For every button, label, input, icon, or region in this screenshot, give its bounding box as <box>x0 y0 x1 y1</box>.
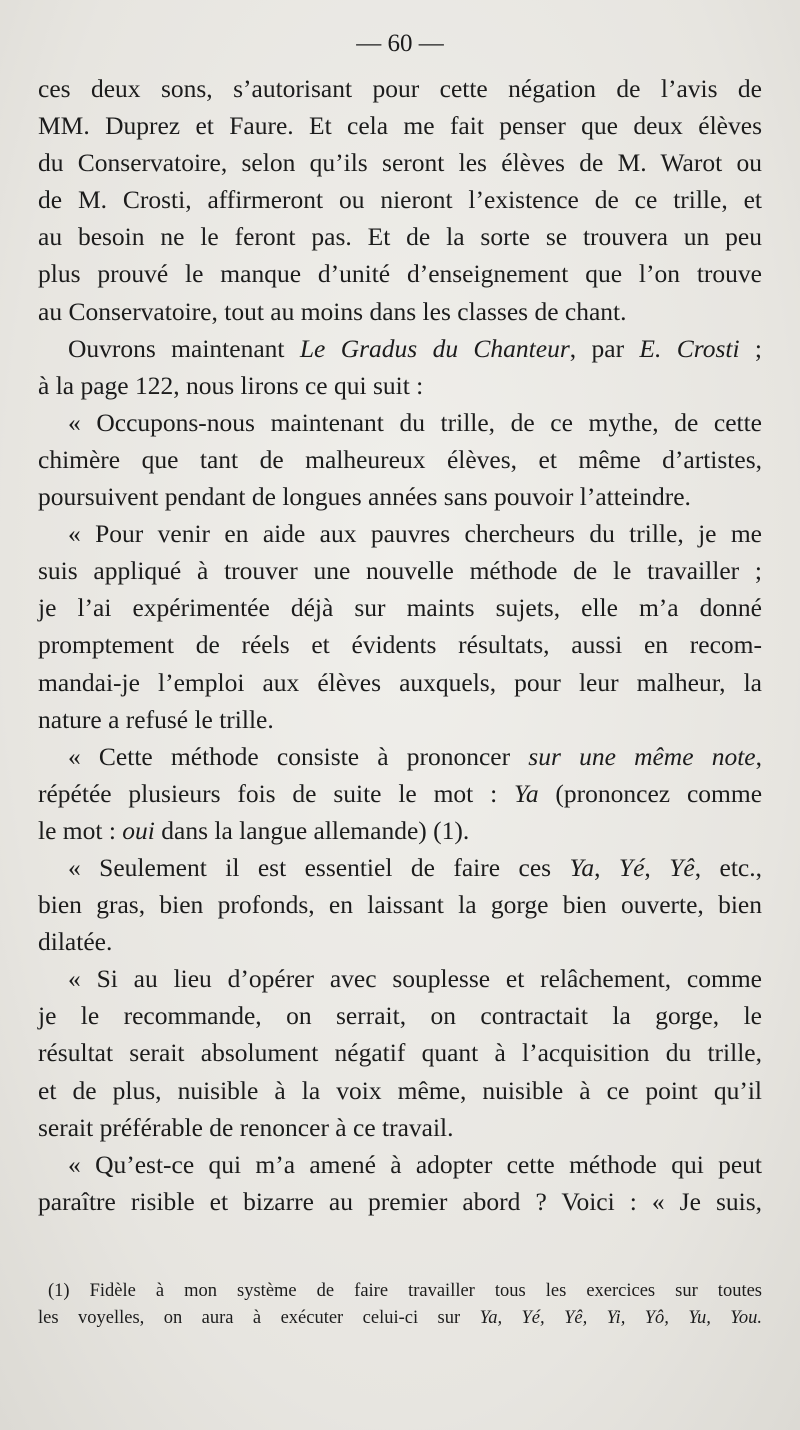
text-span: ; <box>739 333 763 363</box>
text-span: « Cette méthode consiste à prononcer <box>68 741 529 771</box>
text-span: dans la langue allemande) (1). <box>154 815 470 845</box>
text-line: suis appliqué à trouver une nouvelle méthode de le travailler ; <box>38 556 762 586</box>
text-line: au Conservatoire, tout au moins dans les classes de chant. <box>38 296 627 326</box>
text-line: « Si au lieu d’opérer avec souplesse et relâchement, comme <box>68 964 762 994</box>
text-span: , etc., <box>694 852 762 882</box>
footnote <box>38 1278 762 1332</box>
text-line: résultat serait absolument négatif quant à l’acquisition du trille, <box>38 1038 762 1068</box>
text-span: , <box>644 852 670 882</box>
text-line: MM. Duprez et Faure. Et cela me fait penser que deux élèves <box>38 111 762 141</box>
text-span: « Seulement il est essentiel de faire ces <box>68 852 570 882</box>
text-line: dilatée. <box>38 927 113 957</box>
text-line: au besoin ne le feront pas. Et de la sorte se trouvera un peu <box>38 222 762 252</box>
text-span: (prononcez comme <box>538 778 763 808</box>
page-number: — 60 — <box>356 30 444 57</box>
text-span: les voyelles, on aura à exécuter celui-ci sur <box>38 1308 480 1328</box>
text-line: paraître risible et bizarre au premier abord ? Voici : « Je suis, <box>38 1186 762 1216</box>
text-span: le mot : <box>38 815 123 845</box>
text-span: répétée plusieurs fois de suite le mot : <box>38 778 514 808</box>
text-line <box>38 849 762 886</box>
text-line: poursuivent pendant de longues années sans pouvoir l’atteindre. <box>38 482 691 512</box>
text-line: je l’ai expérimentée déjà sur maints sujets, elle m’a donné <box>38 593 762 623</box>
footnote-line <box>38 1278 762 1305</box>
italic-span: oui <box>122 815 155 845</box>
text-line: « Occupons-nous maintenant du trille, de ce mythe, de cette <box>68 407 762 437</box>
italic-span: sur une même note <box>528 741 756 771</box>
text-line: à la page 122, nous lirons ce qui suit : <box>38 370 424 400</box>
text-span: Ouvrons maintenant <box>68 333 300 363</box>
text-line: chimère que tant de malheureux élèves, et même d’artistes, <box>38 444 762 474</box>
text-line <box>38 812 762 849</box>
italic-span: Ya <box>569 852 595 882</box>
text-line: promptement de réels et évidents résultats, aussi en recom- <box>38 630 762 660</box>
italic-span: Le Gradus du Chanteur <box>299 333 570 363</box>
text-line <box>38 775 762 812</box>
text-line: plus prouvé le manque d’unité d’enseignement que l’on trouve <box>38 259 762 289</box>
text-span: , <box>755 741 762 771</box>
text-line: ces deux sons, s’autorisant pour cette négation de l’avis de <box>38 74 762 103</box>
text-line: « Qu’est-ce qui m’a amené à adopter cette méthode qui peut <box>68 1149 762 1179</box>
footnote-line <box>38 1305 762 1332</box>
italic-span: Yê <box>669 852 695 882</box>
italic-span: Ya, Yé, Yê, Yi, Yô, Yu, You. <box>479 1308 762 1328</box>
text-line: et de plus, nuisible à la voix même, nuisible à ce point qu’il <box>38 1075 762 1105</box>
text-span: (1) Fidèle à mon système de faire travailler tous les exercices sur toutes <box>48 1281 762 1301</box>
text-line <box>38 330 762 367</box>
text-line: serait préférable de renoncer à ce travail. <box>38 1112 454 1142</box>
italic-span: Ya <box>514 778 539 808</box>
text-span: , par <box>569 333 640 363</box>
italic-span: Yé <box>618 852 645 882</box>
body-text <box>38 70 762 1220</box>
text-span: , <box>594 852 619 882</box>
text-line: nature a refusé le trille. <box>38 704 274 734</box>
text-line <box>38 738 762 775</box>
text-line: du Conservatoire, selon qu’ils seront les élèves de M. Warot ou <box>38 148 762 178</box>
text-line: je le recommande, on serrait, on contractait la gorge, le <box>38 1001 762 1031</box>
text-line: mandai-je l’emploi aux élèves auxquels, pour leur malheur, la <box>38 667 762 697</box>
text-line: « Pour venir en aide aux pauvres chercheurs du trille, je me <box>68 519 762 549</box>
text-line: bien gras, bien profonds, en laissant la gorge bien ouverte, bien <box>38 890 762 920</box>
text-line: de M. Crosti, affirmeront ou nieront l’existence de ce trille, et <box>38 185 762 215</box>
italic-span: E. Crosti <box>639 333 740 363</box>
